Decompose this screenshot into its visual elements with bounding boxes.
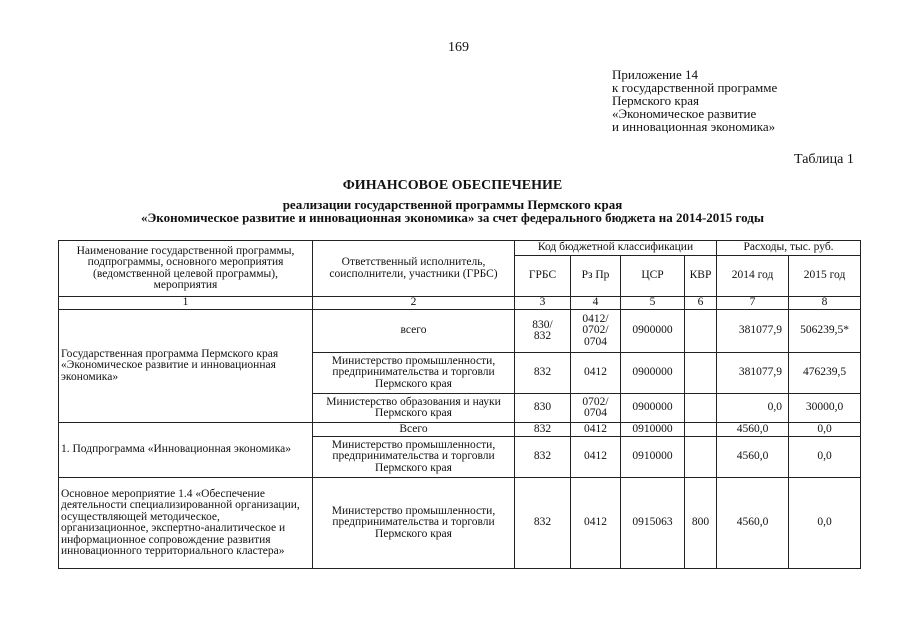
rzpr-cell: 0412/ 0702/ 0704 [571, 310, 621, 353]
appendix-note [612, 68, 777, 133]
header-2015: 2015 год [789, 256, 861, 297]
col-number: 3 [515, 297, 571, 310]
rzpr-cell: 0412 [571, 353, 621, 394]
kvr-cell [685, 423, 717, 437]
responsible-cell: Министерство промышленности, предпринимательства и торговли Пермского края [313, 437, 515, 478]
col-number: 2 [313, 297, 515, 310]
amount-2015-cell: 0,0 [789, 423, 861, 437]
grbs-cell: 832 [515, 423, 571, 437]
col-number: 1 [59, 297, 313, 310]
col-number: 8 [789, 297, 861, 310]
amount-2015-cell: 476239,5 [789, 353, 861, 394]
document-subtitle: «Экономическое развитие и инновационная экономика» за счет федерального бюджета на 2014-2015 годы [140, 210, 764, 225]
amount-2014-cell: 381077,9 [717, 310, 789, 353]
responsible-cell: Всего [313, 423, 515, 437]
header-rzpr: Рз Пр [571, 256, 621, 297]
csr-cell: 0900000 [621, 394, 685, 423]
grbs-cell: 830/ 832 [515, 310, 571, 353]
header-grbs: ГРБС [515, 256, 571, 297]
header-name: Наименование государственной программы, подпрограммы, основного мероприятия (ведомственной целевой программы), мероприятия [59, 241, 313, 297]
col-number: 7 [717, 297, 789, 310]
amount-2014-cell: 0,0 [717, 394, 789, 423]
amount-2015-cell: 0,0 [789, 478, 861, 569]
amount-2014-cell: 381077,9 [717, 353, 789, 394]
responsible-cell: всего [313, 310, 515, 353]
program-name: Государственная программа Пермского края «Экономическое развитие и инновационная экономика» [59, 310, 313, 423]
col-number: 4 [571, 297, 621, 310]
rzpr-cell: 0412 [571, 423, 621, 437]
document-subtitle: реализации государственной программы Пермского края [282, 197, 623, 212]
csr-cell: 0915063 [621, 478, 685, 569]
appendix-line: к государственной программе [612, 80, 778, 95]
table-row [59, 478, 861, 569]
subprogram-name: 1. Подпрограмма «Инновационная экономика» [59, 423, 313, 478]
amount-2015-cell: 506239,5* [789, 310, 861, 353]
page-number: 169 [448, 40, 469, 55]
table-label: Таблица 1 [794, 152, 854, 167]
kvr-cell [685, 310, 717, 353]
appendix-line: Приложение 14 [612, 67, 699, 82]
kvr-cell [685, 394, 717, 423]
header-responsible: Ответственный исполнитель, соисполнители, участники (ГРБС) [313, 241, 515, 297]
appendix-line: «Экономическое развитие [612, 106, 757, 121]
rzpr-cell: 0702/ 0704 [571, 394, 621, 423]
responsible-cell: Министерство образования и науки Пермского края [313, 394, 515, 423]
kvr-cell [685, 437, 717, 478]
amount-2014-cell: 4560,0 [717, 437, 789, 478]
header-budget-code: Код бюджетной классификации [515, 241, 717, 256]
header-2014: 2014 год [717, 256, 789, 297]
activity-name: Основное мероприятие 1.4 «Обеспечение деятельности специализированной организации, осуществляющей методическое, организационное, экспертно-аналитическое и информационное сопровождение развития инновационного территориального кластера» [59, 478, 313, 569]
csr-cell: 0910000 [621, 437, 685, 478]
responsible-cell: Министерство промышленности, предпринимательства и торговли Пермского края [313, 478, 515, 569]
appendix-line: Пермского края [612, 93, 699, 108]
csr-cell: 0910000 [621, 423, 685, 437]
grbs-cell: 832 [515, 353, 571, 394]
csr-cell: 0900000 [621, 310, 685, 353]
financing-table [58, 240, 861, 569]
csr-cell: 0900000 [621, 353, 685, 394]
kvr-cell: 800 [685, 478, 717, 569]
grbs-cell: 832 [515, 478, 571, 569]
rzpr-cell: 0412 [571, 437, 621, 478]
header-csr: ЦСР [621, 256, 685, 297]
col-number: 5 [621, 297, 685, 310]
table-row [59, 310, 861, 353]
header-kvr: КВР [685, 256, 717, 297]
grbs-cell: 830 [515, 394, 571, 423]
rzpr-cell: 0412 [571, 478, 621, 569]
amount-2014-cell: 4560,0 [717, 423, 789, 437]
kvr-cell [685, 353, 717, 394]
header-expenses: Расходы, тыс. руб. [717, 241, 861, 256]
amount-2015-cell: 30000,0 [789, 394, 861, 423]
grbs-cell: 832 [515, 437, 571, 478]
table-row [59, 423, 861, 437]
responsible-cell: Министерство промышленности, предпринимательства и торговли Пермского края [313, 353, 515, 394]
document-title: ФИНАНСОВОЕ ОБЕСПЕЧЕНИЕ [342, 178, 563, 193]
amount-2015-cell: 0,0 [789, 437, 861, 478]
amount-2014-cell: 4560,0 [717, 478, 789, 569]
col-number: 6 [685, 297, 717, 310]
appendix-line: и инновационная экономика» [612, 119, 776, 134]
